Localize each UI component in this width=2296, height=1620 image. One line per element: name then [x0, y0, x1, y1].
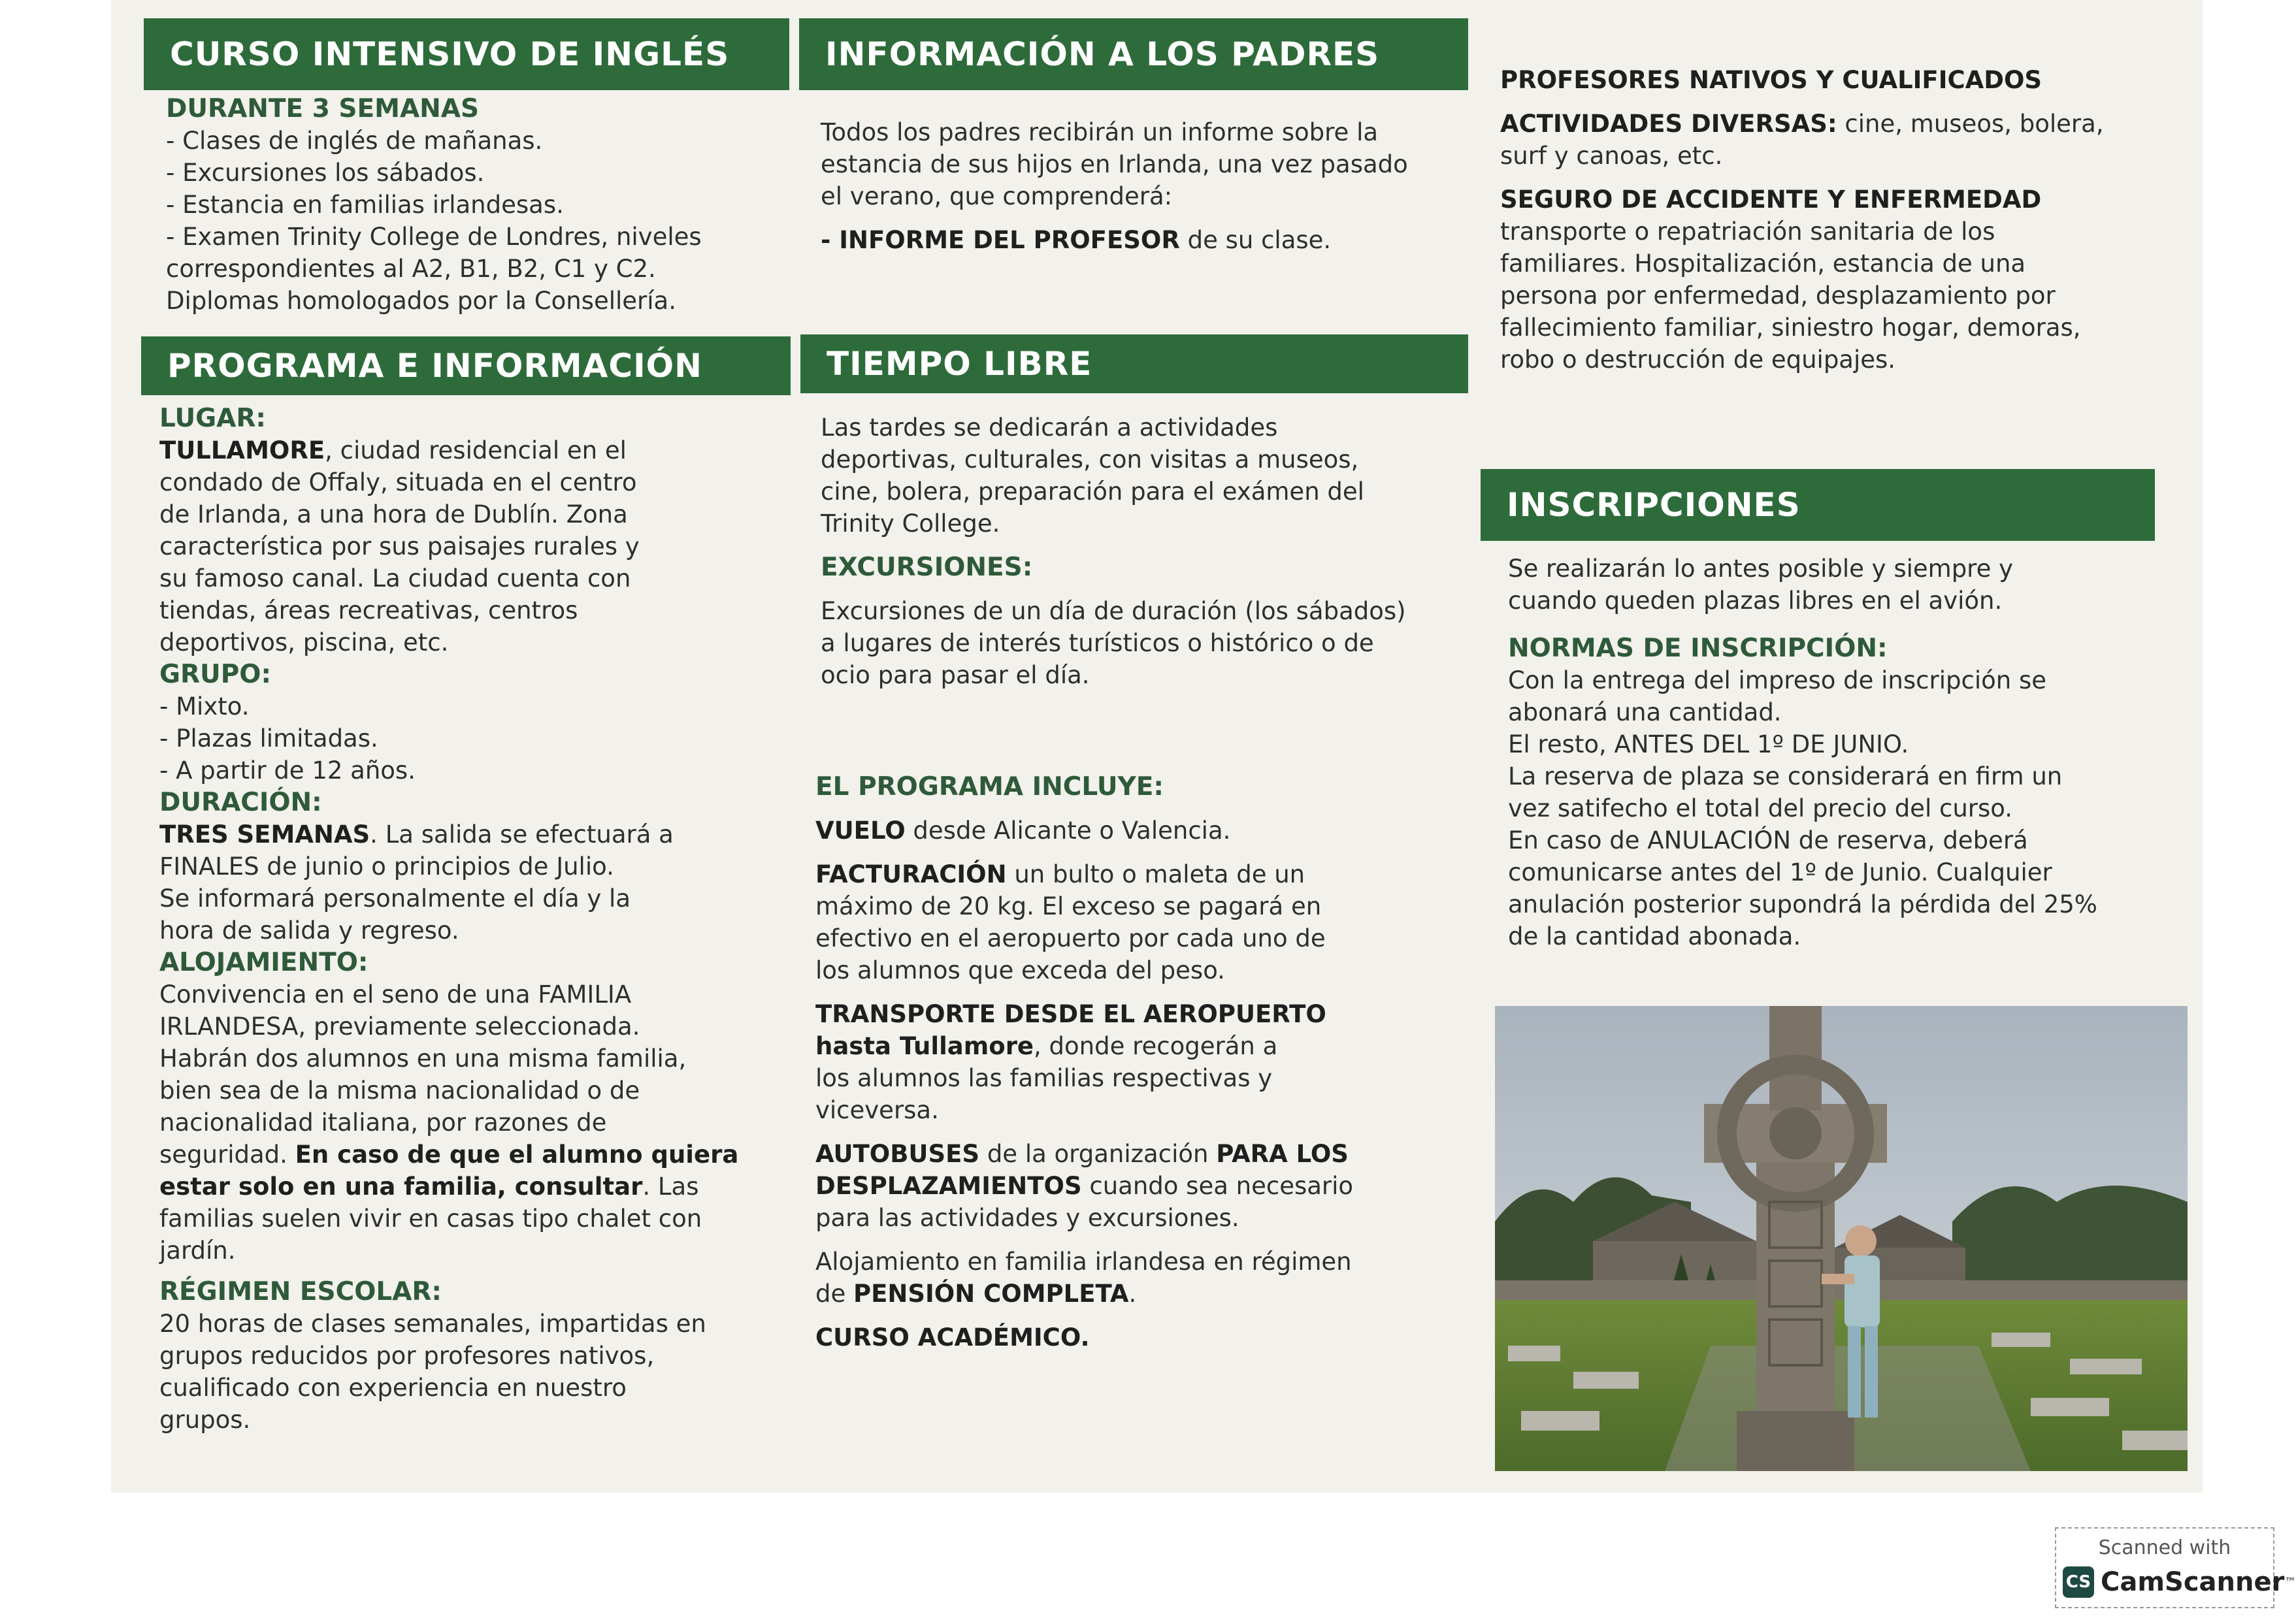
- grupo-line: - A partir de 12 años.: [159, 756, 416, 785]
- tiempo-line: cine, bolera, preparación para el exámen del: [821, 478, 1364, 506]
- duracion-line: hora de salida y regreso.: [159, 916, 459, 945]
- padres-line: el verano, que comprenderá:: [821, 182, 1173, 210]
- exc-line: a lugares de interés turísticos o histórico o de: [821, 629, 1374, 657]
- regimen-line: cualificado con experiencia en nuestro: [159, 1374, 627, 1402]
- seguro-heading: SEGURO DE ACCIDENTE Y ENFERMEDAD: [1500, 186, 2042, 214]
- duracion-line: Se informará personalmente el día y la: [159, 884, 631, 913]
- curso-subtitle: DURANTE 3 SEMANAS: [166, 94, 480, 123]
- aloj-text: . Las: [642, 1173, 699, 1201]
- regimen-line: 20 horas de clases semanales, impartidas en: [159, 1310, 706, 1338]
- lugar-bold: TULLAMORE: [159, 436, 325, 464]
- aloj-line: [159, 1139, 806, 1171]
- auto-text: cuando sea necesario: [1081, 1172, 1354, 1200]
- auto-text: de la organización: [979, 1140, 1217, 1168]
- curso-line: Diplomas homologados por la Consellería.: [166, 287, 676, 315]
- auto-line: [815, 1138, 1469, 1170]
- badge-row: [2063, 1566, 2296, 1598]
- banner-title: CURSO INTENSIVO DE INGLÉS: [170, 35, 730, 73]
- padres-details: [821, 116, 1468, 256]
- fact-line: efectivo en el aeropuerto por cada uno de: [815, 924, 1326, 952]
- aloj2-dot: .: [1128, 1280, 1137, 1308]
- normas-line: de la cantidad abonada.: [1508, 922, 1801, 950]
- aloj2-text: de: [815, 1280, 854, 1308]
- inscripciones-details: [1508, 553, 2188, 952]
- fact-line: los alumnos que exceda del peso.: [815, 956, 1225, 984]
- tiempo-line: Trinity College.: [821, 510, 1000, 538]
- aloj-line: jardín.: [159, 1237, 236, 1265]
- fact-line: [815, 858, 1469, 890]
- vuelo-line: [815, 815, 1469, 847]
- seguro-line: persona por enfermedad, desplazamiento por: [1500, 282, 2056, 310]
- badge-brand: CamScanner: [2101, 1567, 2285, 1597]
- insc-line: Se realizarán lo antes posible y siempre y: [1508, 555, 2014, 583]
- banner-title: TIEMPO LIBRE: [827, 345, 1092, 383]
- curso-line: - Examen Trinity College de Londres, niveles: [166, 223, 702, 251]
- celtic-cross-photo: [1495, 1006, 2188, 1471]
- auto-bold: DESPLAZAMIENTOS: [815, 1172, 1082, 1200]
- normas-line: comunicarse antes del 1º de Junio. Cualquier: [1508, 858, 2052, 886]
- lugar-line: de Irlanda, a una hora de Dublín. Zona: [159, 500, 628, 528]
- trans-bold: hasta Tullamore: [815, 1032, 1034, 1060]
- curso-line: correspondientes al A2, B1, B2, C1 y C2.: [166, 255, 656, 283]
- fact-text: un bulto o maleta de un: [1006, 860, 1305, 888]
- seguro-line: robo o destrucción de equipajes.: [1500, 346, 1896, 374]
- informe-line: [821, 224, 1468, 256]
- trans-line: los alumnos las familias respectivas y: [815, 1064, 1273, 1092]
- normas-line: La reserva de plaza se considerará en firm un: [1508, 762, 2063, 790]
- aloj-line: bien sea de la misma nacionalidad o de: [159, 1077, 640, 1105]
- auto-line: para las actividades y excursiones.: [815, 1204, 1239, 1232]
- aloj-bold: estar solo en una familia, consultar: [159, 1173, 643, 1201]
- duracion-heading: DURACIÓN:: [159, 788, 322, 817]
- aloj-bold: En caso de que el alumno quiera: [295, 1141, 739, 1169]
- lugar-line: [159, 434, 806, 466]
- duracion-text: . La salida se efectuará a: [370, 820, 674, 849]
- lugar-line: característica por sus paisajes rurales y: [159, 532, 640, 560]
- aloj2-line: [815, 1278, 1469, 1310]
- curso-line: - Excursiones los sábados.: [166, 159, 485, 187]
- lugar-heading: LUGAR:: [159, 404, 266, 433]
- auto-bold: PARA LOS: [1216, 1140, 1349, 1168]
- padres-line: estancia de sus hijos en Irlanda, una vez pasado: [821, 150, 1408, 178]
- duracion-bold: TRES SEMANAS: [159, 820, 370, 849]
- aloj-line: [159, 1171, 806, 1203]
- actividades-bold: ACTIVIDADES DIVERSAS:: [1500, 110, 1837, 138]
- camscanner-badge: [2055, 1527, 2296, 1608]
- aloj2-bold: PENSIÓN COMPLETA: [853, 1280, 1129, 1308]
- vuelo-text: desde Alicante o Valencia.: [905, 817, 1231, 845]
- regimen-heading: RÉGIMEN ESCOLAR:: [159, 1277, 442, 1306]
- aloj-line: Habrán dos alumnos en una misma familia,: [159, 1045, 687, 1073]
- informe-text: de su clase.: [1179, 226, 1332, 254]
- exc-line: Excursiones de un día de duración (los sábados): [821, 597, 1406, 625]
- lugar-line: tiendas, áreas recreativas, centros: [159, 596, 578, 624]
- auto-line: [815, 1170, 1469, 1202]
- normas-line: El resto, ANTES DEL 1º DE JUNIO.: [1508, 730, 1909, 758]
- auto-bold: AUTOBUSES: [815, 1140, 980, 1168]
- fact-line: máximo de 20 kg. El exceso se pagará en: [815, 892, 1322, 920]
- grupo-line: - Mixto.: [159, 692, 250, 721]
- vuelo-bold: VUELO: [815, 817, 906, 845]
- profesores-line: PROFESORES NATIVOS Y CUALIFICADOS: [1500, 66, 2042, 94]
- insc-line: cuando queden plazas libres en el avión.: [1508, 587, 2003, 615]
- aloj2-line: Alojamiento en familia irlandesa en régimen: [815, 1248, 1352, 1276]
- normas-line: Con la entrega del impreso de inscripción se: [1508, 666, 2046, 694]
- lugar-text: , ciudad residencial en el: [325, 436, 627, 464]
- regimen-line: grupos reducidos por profesores nativos,: [159, 1342, 655, 1370]
- aloj-line: IRLANDESA, previamente seleccionada.: [159, 1012, 640, 1041]
- seguro-line: transporte o repatriación sanitaria de los: [1500, 218, 1995, 246]
- exc-line: ocio para pasar el día.: [821, 661, 1090, 689]
- aloj-text: seguridad.: [159, 1141, 295, 1169]
- aloj-line: Convivencia en el seno de una FAMILIA: [159, 980, 632, 1009]
- trans-line: viceversa.: [815, 1096, 939, 1124]
- tiempo-line: deportivas, culturales, con visitas a museos,: [821, 446, 1359, 474]
- duracion-line: FINALES de junio o principios de Julio.: [159, 852, 614, 881]
- aloj-line: nacionalidad italiana, por razones de: [159, 1109, 607, 1137]
- grupo-line: - Plazas limitadas.: [159, 724, 378, 753]
- incluye-heading: EL PROGRAMA INCLUYE:: [815, 772, 1164, 802]
- transporte-bold: TRANSPORTE DESDE EL AEROPUERTO: [815, 1000, 1326, 1028]
- banner-inscripciones: [1481, 469, 2155, 541]
- curso-line: - Estancia en familias irlandesas.: [166, 191, 564, 219]
- actividades-text: cine, museos, bolera,: [1837, 110, 2104, 138]
- fact-bold: FACTURACIÓN: [815, 860, 1007, 888]
- trans-line: [815, 1030, 1469, 1062]
- normas-line: En caso de ANULACIÓN de reserva, deberá: [1508, 826, 2028, 854]
- excursiones-heading: EXCURSIONES:: [821, 553, 1033, 582]
- tiempo-details: [821, 412, 1468, 691]
- alojamiento-heading: ALOJAMIENTO:: [159, 948, 369, 977]
- banner-padres: [799, 18, 1468, 90]
- badge-trademark: ™: [2284, 1575, 2296, 1589]
- camscanner-logo-icon: CS: [2063, 1566, 2094, 1598]
- curso-line: - Clases de inglés de mañanas.: [166, 127, 543, 155]
- curso-academico: CURSO ACADÉMICO.: [815, 1323, 1090, 1352]
- aloj-line: familias suelen vivir en casas tipo chalet con: [159, 1205, 702, 1233]
- banner-title: PROGRAMA E INFORMACIÓN: [167, 347, 703, 385]
- seguro-line: familiares. Hospitalización, estancia de una: [1500, 250, 2026, 278]
- normas-line: vez satifecho el total del precio del curso.: [1508, 794, 2013, 822]
- lugar-line: deportivos, piscina, etc.: [159, 628, 449, 656]
- informe-bold: - INFORME DEL PROFESOR: [821, 226, 1180, 254]
- trans-text: , donde recogerán a: [1034, 1032, 1278, 1060]
- normas-line: anulación posterior supondrá la pérdida del 25%: [1508, 890, 2097, 918]
- col3-top: [1500, 64, 2186, 376]
- actividades-line: [1500, 108, 2186, 140]
- regimen-line: grupos.: [159, 1406, 251, 1434]
- badge-caption: Scanned with: [2098, 1536, 2231, 1559]
- grupo-heading: GRUPO:: [159, 660, 272, 689]
- seguro-line: fallecimiento familiar, siniestro hogar, demoras,: [1500, 314, 2081, 342]
- banner-title: INFORMACIÓN A LOS PADRES: [825, 35, 1380, 73]
- normas-heading: NORMAS DE INSCRIPCIÓN:: [1508, 634, 1888, 663]
- padres-line: Todos los padres recibirán un informe sobre la: [821, 118, 1379, 146]
- banner-title: INSCRIPCIONES: [1507, 486, 1801, 524]
- normas-line: abonará una cantidad.: [1508, 698, 1782, 726]
- tiempo-line: Las tardes se dedicarán a actividades: [821, 413, 1278, 442]
- banner-programa: [141, 336, 791, 395]
- actividades-line: surf y canoas, etc.: [1500, 142, 1723, 170]
- lugar-line: su famoso canal. La ciudad cuenta con: [159, 564, 631, 592]
- programa-details: [159, 402, 806, 1436]
- duracion-line: [159, 818, 806, 850]
- banner-curso-intensivo: [144, 18, 789, 90]
- curso-details: [166, 93, 793, 317]
- celtic-cross-illustration: [1495, 1006, 2188, 1471]
- banner-tiempo-libre: [800, 334, 1468, 393]
- lugar-line: condado de Offaly, situada en el centro: [159, 468, 637, 496]
- incluye-details: [815, 771, 1469, 1353]
